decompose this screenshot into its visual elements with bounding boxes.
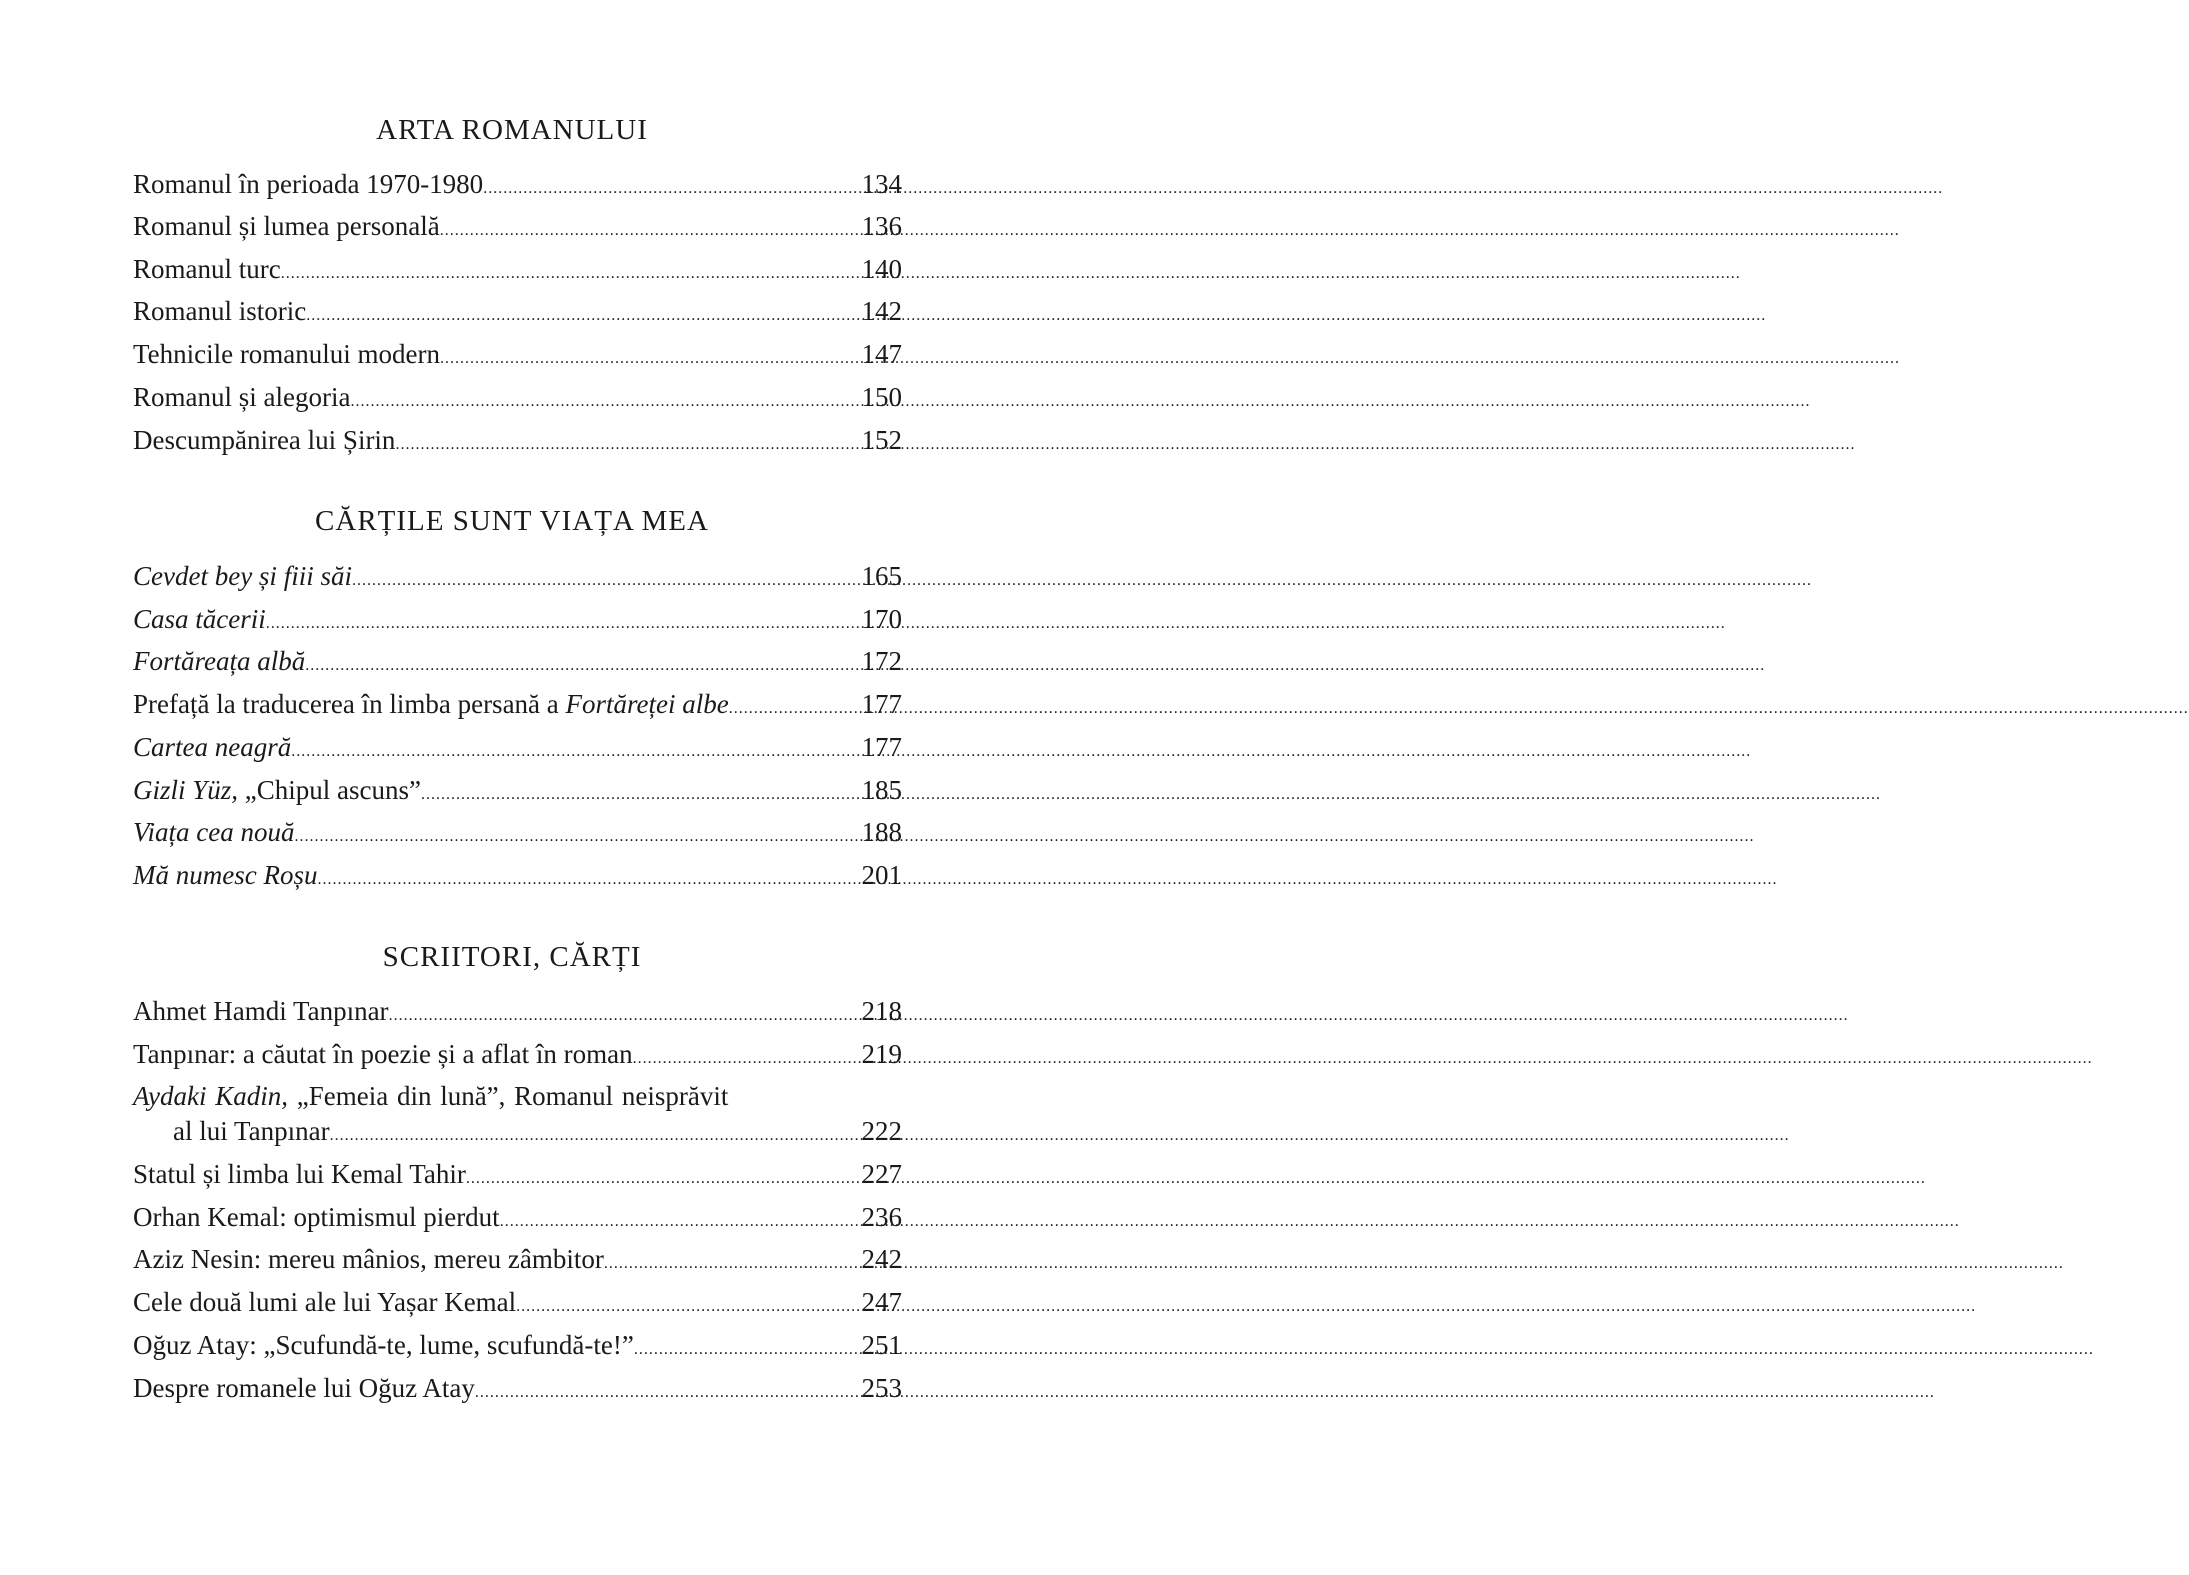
page-number: 142 (861, 296, 902, 326)
section-title: CĂRȚILE SUNT VIAȚA MEA (315, 505, 709, 537)
toc-entry[interactable]: Cele două lumi ale lui Yașar Kemal ..... 247 (133, 1284, 902, 1320)
toc-entry[interactable]: Tanpınar: a căutat în poezie și a aflat în roman ..... 219 (133, 1036, 902, 1072)
page-number: 177 (861, 689, 902, 719)
toc-entry-continuation[interactable]: al lui Tanpınar ..... 222 (173, 1113, 902, 1149)
page-number: 165 (861, 561, 902, 591)
page-number: 172 (861, 646, 902, 676)
toc-entry[interactable]: Tehnicile romanului modern ..... 147 (133, 336, 902, 372)
toc-entry[interactable]: Cartea neagră ..... 177 (133, 729, 902, 765)
toc-entry[interactable]: Orhan Kemal: optimismul pierdut ..... 236 (133, 1199, 902, 1235)
page-number: 242 (861, 1244, 902, 1274)
page-number: 251 (861, 1330, 902, 1360)
page-number: 201 (861, 860, 902, 890)
page-number: 218 (861, 996, 902, 1026)
page-number: 185 (861, 775, 902, 805)
page-number: 222 (861, 1116, 902, 1146)
section-title: ARTA ROMANULUI (376, 114, 648, 146)
toc-entry[interactable]: Romanul în perioada 1970-1980 ..... 134 (133, 166, 902, 202)
toc-entry[interactable]: Gizli Yüz, „Chipul ascuns” ..... 185 (133, 772, 902, 808)
toc-entry[interactable]: Cevdet bey și fiii săi ..... 165 (133, 558, 902, 594)
toc-entry[interactable]: Despre romanele lui Oğuz Atay ..... 253 (133, 1370, 902, 1406)
page-number: 140 (861, 254, 902, 284)
toc-entry[interactable]: Romanul și alegoria ..... 150 (133, 379, 902, 415)
page-number: 236 (861, 1202, 902, 1232)
page-number: 188 (861, 817, 902, 847)
page-number: 150 (861, 382, 902, 412)
page-number: 177 (861, 732, 902, 762)
toc-entry[interactable]: Fortăreața albă ..... 172 (133, 643, 902, 679)
page-number: 170 (861, 604, 902, 634)
toc-entry[interactable]: Ahmet Hamdi Tanpınar ..... 218 (133, 993, 902, 1029)
toc-entry[interactable]: Romanul și lumea personală ..... 136 (133, 208, 902, 244)
toc-entry[interactable]: Viața cea nouă ..... 188 (133, 814, 902, 850)
toc-entry[interactable]: Statul și limba lui Kemal Tahir ..... 227 (133, 1156, 902, 1192)
toc-entry[interactable]: Aziz Nesin: mereu mânios, mereu zâmbitor ..... 242 (133, 1241, 902, 1277)
toc-entry[interactable]: Romanul istoric ..... 142 (133, 293, 902, 329)
toc-entry[interactable]: Descumpănirea lui Șirin ..... 152 (133, 422, 902, 458)
toc-entry[interactable]: Prefață la traducerea în limba persană a Fortăreței albe ..... 177 (133, 686, 902, 722)
page-number: 247 (861, 1287, 902, 1317)
page-number: 227 (861, 1159, 902, 1189)
toc-page (0, 0, 1024, 1575)
page-number: 136 (861, 211, 902, 241)
toc-entry[interactable]: Romanul turc ..... 140 (133, 251, 902, 287)
page-number: 147 (861, 339, 902, 369)
toc-entry-first-line[interactable]: Aydaki Kadin, „Femeia din lună”, Romanul neisprăvit (133, 1081, 729, 1111)
toc-entry[interactable]: Mă numesc Roșu ..... 201 (133, 857, 902, 893)
page-number: 219 (861, 1039, 902, 1069)
toc-entry[interactable]: Casa tăcerii ..... 170 (133, 601, 902, 637)
section-title: SCRIITORI, CĂRȚI (382, 941, 642, 973)
page-number: 152 (861, 425, 902, 455)
page-number: 134 (861, 169, 902, 199)
toc-entry[interactable]: Oğuz Atay: „Scufundă-te, lume, scufundă-te!” ..... 251 (133, 1327, 902, 1363)
page-number: 253 (861, 1373, 902, 1403)
